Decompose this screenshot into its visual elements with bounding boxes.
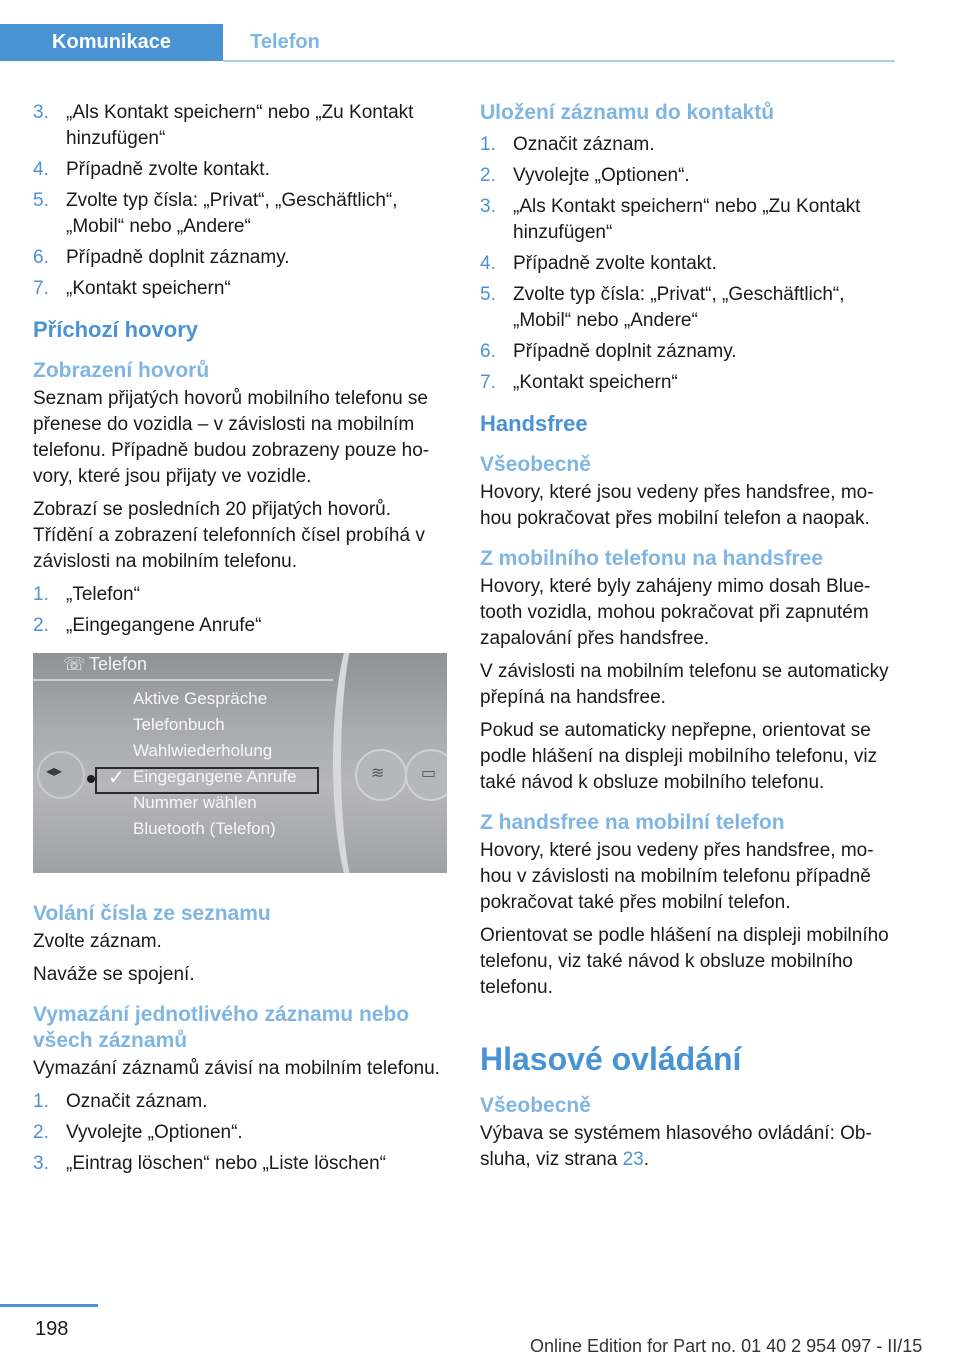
heading-delete-entries: Vymazání jednotlivého záznamu nebo všech záznamů <box>33 1003 410 1052</box>
list-item: 6. Případně doplnit záznamy. <box>33 247 290 268</box>
list-item: 4. Případně zvolte kontakt. <box>33 159 270 180</box>
paragraph: Hovory, které jsou vedeny přes handsfree, mohou pokračovat přes mobilní telefon a naopak. <box>480 482 874 529</box>
check-icon: ✓ <box>108 767 125 789</box>
menu-item-selected: Eingegangene Anrufe <box>133 767 297 786</box>
list-item: 3. „Als Kontakt speichern“ nebo „Zu Kontakt hinzufügen“ <box>480 196 861 243</box>
menu-item: Wahlwiederholung <box>133 741 273 760</box>
heading-call-from-list: Volání čísla ze seznamu <box>33 902 271 925</box>
page-number: 198 <box>35 1318 69 1340</box>
paragraph: Zobrazí se posledních 20 přijatých hovorů. Třídění a zobrazení telefonních čísel probíhá v závislosti na mobilním telefonu. <box>33 499 425 572</box>
voice-text: Výbava se systémem hlasového ovládání: Obsluha, viz strana <box>480 1123 872 1170</box>
save-steps-list <box>33 100 451 302</box>
left-column <box>33 100 451 1185</box>
menu-item: Aktive Gespräche <box>133 689 268 708</box>
heading-general: Všeobecně <box>480 453 591 476</box>
paragraph: Vymazání záznamů závisí na mobilním telefonu. <box>33 1058 440 1079</box>
list-item: 6. Případně doplnit záznamy. <box>480 341 737 362</box>
list-item: 7. „Kontakt speichern“ <box>33 278 231 299</box>
list-item: 2. „Eingegangene Anrufe“ <box>33 615 262 636</box>
heading-handsfree: Handsfree <box>480 411 588 436</box>
list-item: 7. „Kontakt speichern“ <box>480 372 678 393</box>
page-link[interactable]: 23 <box>622 1149 644 1170</box>
paragraph: Seznam přijatých hovorů mobilního telefonu se přenese do vozidla – v závislosti na mobilním telefonu. Případně budou zobrazeny pouze hovory, které jsou přijaty ve vozidle. <box>33 388 430 487</box>
list-item: 1. Označit záznam. <box>33 1091 208 1112</box>
chapter-tabs <box>0 0 895 62</box>
voice-text-end: . <box>643 1149 649 1170</box>
menu-item: Bluetooth (Telefon) <box>133 819 276 838</box>
heading-mobile-to-handsfree: Z mobilního telefonu na handsfree <box>480 547 824 570</box>
paragraph: Naváže se spojení. <box>33 964 195 985</box>
display-steps-list <box>33 582 451 639</box>
paragraph <box>480 1121 898 1173</box>
tab-komunikace[interactable]: Komunikace <box>0 24 223 61</box>
right-column <box>480 100 898 1180</box>
heading-display-calls: Zobrazení hovorů <box>33 359 210 382</box>
left-right-arrows-icon: ◂▸ <box>46 763 63 780</box>
list-item: 3. „Eintrag löschen“ nebo „Liste löschen“ <box>33 1153 387 1174</box>
paragraph: Zvolte záznam. <box>33 931 162 952</box>
list-item: 5. Zvolte typ čísla: „Privat“, „Geschäftlich“, „Mobil“ nebo „Andere“ <box>33 190 398 237</box>
list-item: 3. „Als Kontakt speichern“ nebo „Zu Kontakt hinzufügen“ <box>33 102 414 149</box>
save-contact-steps-list <box>480 132 898 396</box>
list-item: 2. Vyvolejte „Optionen“. <box>33 1122 243 1143</box>
heading-handsfree-to-mobile: Z handsfree na mobilní telefon <box>480 811 785 834</box>
screen-title-bar <box>33 679 333 681</box>
list-item: 4. Případně zvolte kontakt. <box>480 253 717 274</box>
idrive-screen-image <box>33 653 447 873</box>
paragraph: Hovory, které jsou vedeny přes handsfree, mohou v závislosti na mobilním telefonu případně pokračovat také přes mobilní telefon. <box>480 840 874 913</box>
screen-icon: ▭ <box>421 765 437 782</box>
handsfree-icon: ≋ <box>371 765 385 782</box>
paragraph: Hovory, které byly zahájeny mimo dosah Bluetooth vozidla, mohou pokračovat při zapnutém zapalování přes handsfree. <box>480 576 871 649</box>
screen-title: Telefon <box>89 654 148 674</box>
phone-icon: ☏ <box>63 654 86 674</box>
list-item: 1. Označit záznam. <box>480 134 655 155</box>
heading-voice-general: Všeobecně <box>480 1094 591 1117</box>
header-rule <box>223 60 895 62</box>
list-item: 1. „Telefon“ <box>33 584 140 605</box>
heading-voice-control: Hlasové ovládání <box>480 1041 742 1077</box>
list-item: 2. Vyvolejte „Optionen“. <box>480 165 690 186</box>
selection-dot <box>87 775 95 783</box>
menu-item: Telefonbuch <box>133 715 225 734</box>
heading-incoming-calls: Příchozí hovory <box>33 317 199 342</box>
menu-item: Nummer wählen <box>133 793 257 812</box>
delete-steps-list <box>33 1089 451 1177</box>
paragraph: V závislosti na mobilním telefonu se automaticky přepíná na handsfree. <box>480 661 889 708</box>
tab-telefon[interactable]: Telefon <box>250 31 320 53</box>
heading-save-to-contacts: Uložení záznamu do kontaktů <box>480 101 775 124</box>
edition-note: Online Edition for Part no. 01 40 2 954 097 - II/15 <box>530 1336 923 1356</box>
footer-rule <box>0 1304 98 1307</box>
paragraph: Orientovat se podle hlášení na displeji mobilního telefonu, viz také návod k obsluze mobilního telefonu. <box>480 925 889 998</box>
list-item: 5. Zvolte typ čísla: „Privat“, „Geschäftlich“, „Mobil“ nebo „Andere“ <box>480 284 845 331</box>
paragraph: Pokud se automaticky nepřepne, orientovat se podle hlášení na displeji mobilního telefonu, viz také návod k obsluze mobilního telefonu. <box>480 720 878 793</box>
